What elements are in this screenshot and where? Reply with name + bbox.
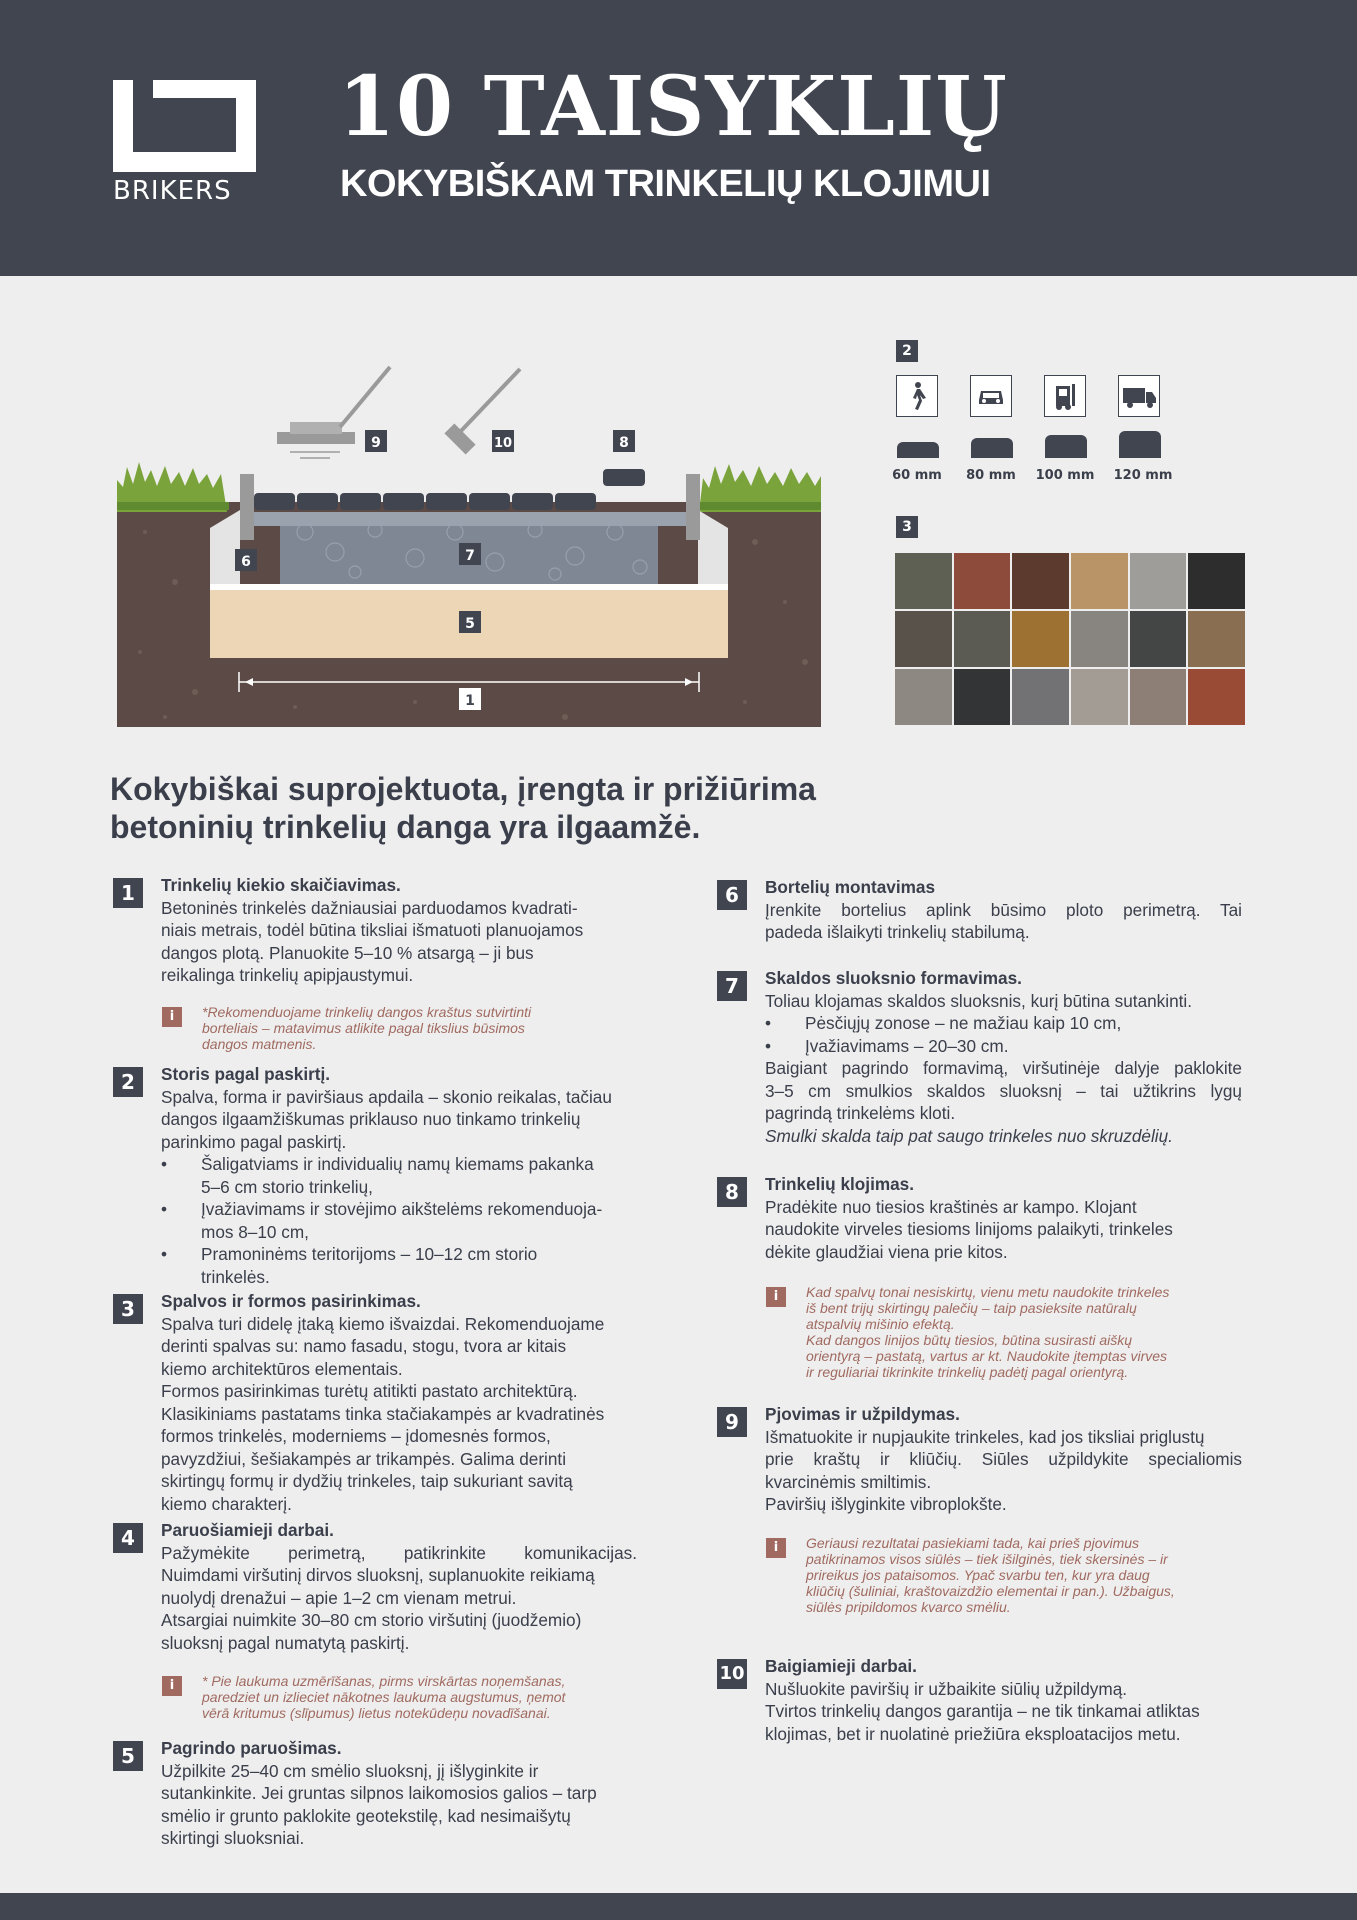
rule-number: 7 <box>717 971 747 1001</box>
rule-text: reikalinga trinkelių apipjaustymui. <box>161 965 414 985</box>
rule-4-note: i * Pie laukuma uzmērīšanas, pirms virskārtas noņemšanas, paredziet un izlieciet nākotnes laukuma augstumus, ņemot vērā kritumus (slīpumus) lietus notekūdeņu novadīšanai. <box>162 1673 632 1725</box>
color-swatch <box>1012 669 1069 725</box>
info-icon: i <box>162 1676 182 1696</box>
block-80mm-profile <box>971 438 1013 458</box>
rule-1-note <box>162 1004 632 1056</box>
rule-4: 4 Paruošiamieji darbai. Pažymėkite perimetrą, patikrinkite komunikacijas. Nuimdami viršutinį dirvos sluoksnį, suplanuokite reikiamą nuolydį drenažui – apie 1–2 cm vienam metrui. Atsargiai nuimkite 30–80 cm storio viršutinį (juodžemio) sluoksnį pagal numatytą paskirtį. <box>113 1519 637 1659</box>
rule-title: Pjovimas ir užpildymas. <box>765 1404 960 1424</box>
rule-title: Baigiamieji darbai. <box>765 1656 917 1676</box>
rule-number: 10 <box>717 1659 747 1689</box>
rule-title: Spalvos ir formos pasirinkimas. <box>161 1291 421 1311</box>
color-swatch <box>1012 611 1069 667</box>
color-swatch <box>954 611 1011 667</box>
logo-wordmark: BRIKERS <box>113 176 232 206</box>
color-swatch <box>1130 611 1187 667</box>
rule-text: dangos ilgaamžiškumas priklauso nuo tinkamo trinkelių <box>161 1109 581 1129</box>
note-text: *Rekomenduojame trinkelių dangos kraštus sutvirtinti <box>202 1004 532 1020</box>
diagram-label-9: 9 <box>371 435 381 451</box>
main-title: 10 TAISYKLIŲ <box>338 59 1008 155</box>
color-swatch <box>895 669 952 725</box>
rule-text: Spalva, forma ir paviršiaus apdaila – skonio reikalas, tačiau <box>161 1086 612 1107</box>
color-swatch <box>1188 611 1245 667</box>
rule-text: niais metrais, todėl būtina tiksliai išmatuoti planuojamos <box>161 920 584 940</box>
bullet-item: • Įvažiavimams ir stovėjimo aikštelėms rekomenduoja- mos 8–10 cm, <box>161 1198 637 1243</box>
rule-title: Storis pagal paskirtį. <box>161 1064 331 1084</box>
block-100mm-profile <box>1045 435 1087 458</box>
footer-bar <box>0 1893 1357 1920</box>
color-swatch <box>1071 553 1128 609</box>
rule-text: parinkimo pagal paskirtį. <box>161 1131 347 1152</box>
color-swatch <box>1130 669 1187 725</box>
bullet-item: • Pramoninėms teritorijoms – 10–12 cm storio trinkelės. <box>161 1243 637 1288</box>
thickness-label-100: 100 mm <box>1035 468 1095 483</box>
colors-section-badge: 3 <box>896 516 918 538</box>
intro-headline <box>110 770 850 847</box>
thickness-label-60: 60 mm <box>892 468 942 483</box>
rule-title: Skaldos sluoksnio formavimas. <box>765 968 1022 988</box>
diagram-label-1: 1 <box>465 693 475 709</box>
color-swatch-grid <box>895 553 1245 725</box>
headline-line-1: Kokybiškai suprojektuota, įrengta ir prižiūrima <box>110 771 816 807</box>
color-swatch <box>1130 553 1187 609</box>
thickness-label-80: 80 mm <box>966 468 1016 483</box>
headline-line-2: betoninių trinkelių danga yra ilgaamžė. <box>110 809 701 846</box>
color-swatch <box>1188 553 1245 609</box>
rule-9: 9 Pjovimas ir užpildymas. Išmatuokite ir nupjaukite trinkeles, kad jos tiksliai priglustų prie kraštų ir kliūčių. Siūles užpildykite specialiomis kvarcinėmis smiltimis. Paviršių išlyginkite vibroplokšte. <box>717 1403 1242 1518</box>
rule-number: 2 <box>113 1067 143 1097</box>
color-swatch <box>1012 553 1069 609</box>
diagram-label-7: 7 <box>465 548 475 564</box>
brikers-logo <box>113 80 256 206</box>
rule-10: 10 Baigiamieji darbai. Nušluokite paviršių ir užbaikite siūlių užpildymą. Tvirtos trinkelių dangos garantija – ne tik tinkamai atliktas klojimas, bet ir nuolatinė priežiūra eksploatacijos metu. <box>717 1655 1242 1750</box>
info-icon: i <box>766 1287 786 1307</box>
pedestrian-icon <box>896 375 938 417</box>
info-icon: i <box>162 1007 182 1027</box>
diagram-label-10: 10 <box>493 436 513 451</box>
header-banner <box>0 0 1357 276</box>
brikers-logo-mark-icon <box>113 80 256 172</box>
rule-title: Trinkelių kiekio skaičiavimas. <box>161 875 401 895</box>
color-swatch <box>895 553 952 609</box>
rule-text: dangos plotą. Planuokite 5–10 % atsargą – ji bus <box>161 942 534 963</box>
rule-6: 6 Bortelių montavimas Įrenkite bortelius aplink būsimo ploto perimetrą. Tai padeda išlaikyti trinkelių stabilumą. <box>717 876 1242 946</box>
diagram-label-6: 6 <box>241 554 251 570</box>
color-swatch <box>954 669 1011 725</box>
rule-number: 3 <box>113 1294 143 1324</box>
diagram-label-8: 8 <box>619 435 629 451</box>
rule-number: 1 <box>113 878 143 908</box>
rule-number: 9 <box>717 1407 747 1437</box>
rule-title: Paruošiamieji darbai. <box>161 1520 334 1540</box>
rule-1 <box>113 874 637 994</box>
block-120mm-profile <box>1119 431 1161 458</box>
color-swatch <box>1188 669 1245 725</box>
bullet-item: • Pėsčiųjų zonose – ne mažiau kaip 10 cm, <box>765 1012 1242 1035</box>
bullet-item: • Šaligatviams ir individualių namų kiemams pakanka 5–6 cm storio trinkelių, <box>161 1153 637 1198</box>
rule-number: 4 <box>113 1523 143 1553</box>
color-swatch <box>1071 611 1128 667</box>
info-icon: i <box>766 1538 786 1558</box>
rule-2 <box>113 1063 637 1288</box>
rule-8-note: i Kad spalvų tonai nesiskirtų, vienu metu naudokite trinkeles iš bent trijų skirtingų palečių – taip pasieksite natūralų atspalvių mišinio efektą. Kad dangos linijos būtų tiesios, būtina susirasti aiškų orientyrą – pastatą, vartus ar kt. Naudokite įtemptas virves ir reguliariai tikrinkite trinkelių padėtį pagal orientyrą. <box>766 1284 1246 1384</box>
rule-title: Bortelių montavimas <box>765 877 936 897</box>
rule-text: Betoninės trinkelės dažniausiai parduodamos kvadrati- <box>161 897 578 918</box>
rule-title: Pagrindo paruošimas. <box>161 1738 342 1758</box>
thickness-label-120: 120 mm <box>1113 468 1173 483</box>
car-icon <box>970 375 1012 417</box>
rule-3: 3 Spalvos ir formos pasirinkimas. Spalva turi didelę įtaką kiemo išvaizdai. Rekomenduojame derinti spalvas su: namo fasadu, stogu, tvora ar kitais kiemo architektūros elementais. Formos pasirinkimas turėtų atitikti pastato architektūrą. Klasikiniams pastatams tinka stačiakampės ar kvadratinės formos trinkelės, moderniems – įdomesnės formos, pavyzdžiui, šešiakampės ar trikampės. Galima derinti skirtingų formų ir dydžių trinkeles, taip sukuriant savitą kiemo charakterį. <box>113 1290 637 1515</box>
forklift-icon <box>1044 375 1086 417</box>
rule-8: 8 Trinkelių klojimas. Pradėkite nuo tiesios kraštinės ar kampo. Klojant naudokite virveles tiesioms linijoms palaikyti, trinkeles dėkite glaudžiai viena prie kitos. <box>717 1173 1242 1263</box>
truck-icon <box>1118 375 1160 417</box>
paving-cross-section-diagram <box>115 362 825 728</box>
note-text: dangos matmenis. <box>202 1036 317 1052</box>
rule-number: 5 <box>113 1741 143 1771</box>
color-swatch <box>895 611 952 667</box>
rule-number: 8 <box>717 1177 747 1207</box>
thickness-section-badge: 2 <box>896 340 918 362</box>
color-swatch <box>1071 669 1128 725</box>
color-swatch <box>954 553 1011 609</box>
diagram-label-5: 5 <box>465 616 475 632</box>
rule-7: 7 Skaldos sluoksnio formavimas. Toliau klojamas skaldos sluoksnis, kurį būtina sutankinti. • Pėsčiųjų zonose – ne mažiau kaip 10 cm, • Įvažiavimams – 20–30 cm. Baigiant pagrindo formavimą, viršutinėje dalyje paklokite 3–5 cm smulkios skaldos sluoksnį – tai užtikrins lygų pagrindą trinkelėms kloti. Smulki skalda taip pat saugo trinkeles nuo skruzdėlių. <box>717 967 1242 1157</box>
rule-9-note: i Geriausi rezultatai pasiekiami tada, kai prieš pjovimus patikrinamos visos siūlės – tiek išilginės, tiek skersinės – ir prireikus jos pataisomos. Ypač svarbu ten, kur yra daug kliūčių (šuliniai, kraštovaizdžio elementai ir pan.). Užbaigus, siūlės pripildomos kvarco smėliu. <box>766 1535 1246 1619</box>
main-subtitle: KOKYBIŠKAM TRINKELIŲ KLOJIMUI <box>340 163 991 205</box>
block-60mm-profile <box>897 442 939 458</box>
rule-title: Trinkelių klojimas. <box>765 1174 915 1194</box>
rule-5: 5 Pagrindo paruošimas. Užpilkite 25–40 cm smėlio sluoksnį, jį išlyginkite ir sutankinkite. Jei gruntas silpnos laikomosios galios – tarp smėlio ir grunto paklokite geotekstilę, kad nesimaišytų skirtingi sluoksniai. <box>113 1737 637 1857</box>
bullet-item: • Įvažiavimams – 20–30 cm. <box>765 1035 1242 1058</box>
rule-number: 6 <box>717 880 747 910</box>
note-text: borteliais – matavimus atlikite pagal tikslius būsimos <box>202 1020 525 1036</box>
